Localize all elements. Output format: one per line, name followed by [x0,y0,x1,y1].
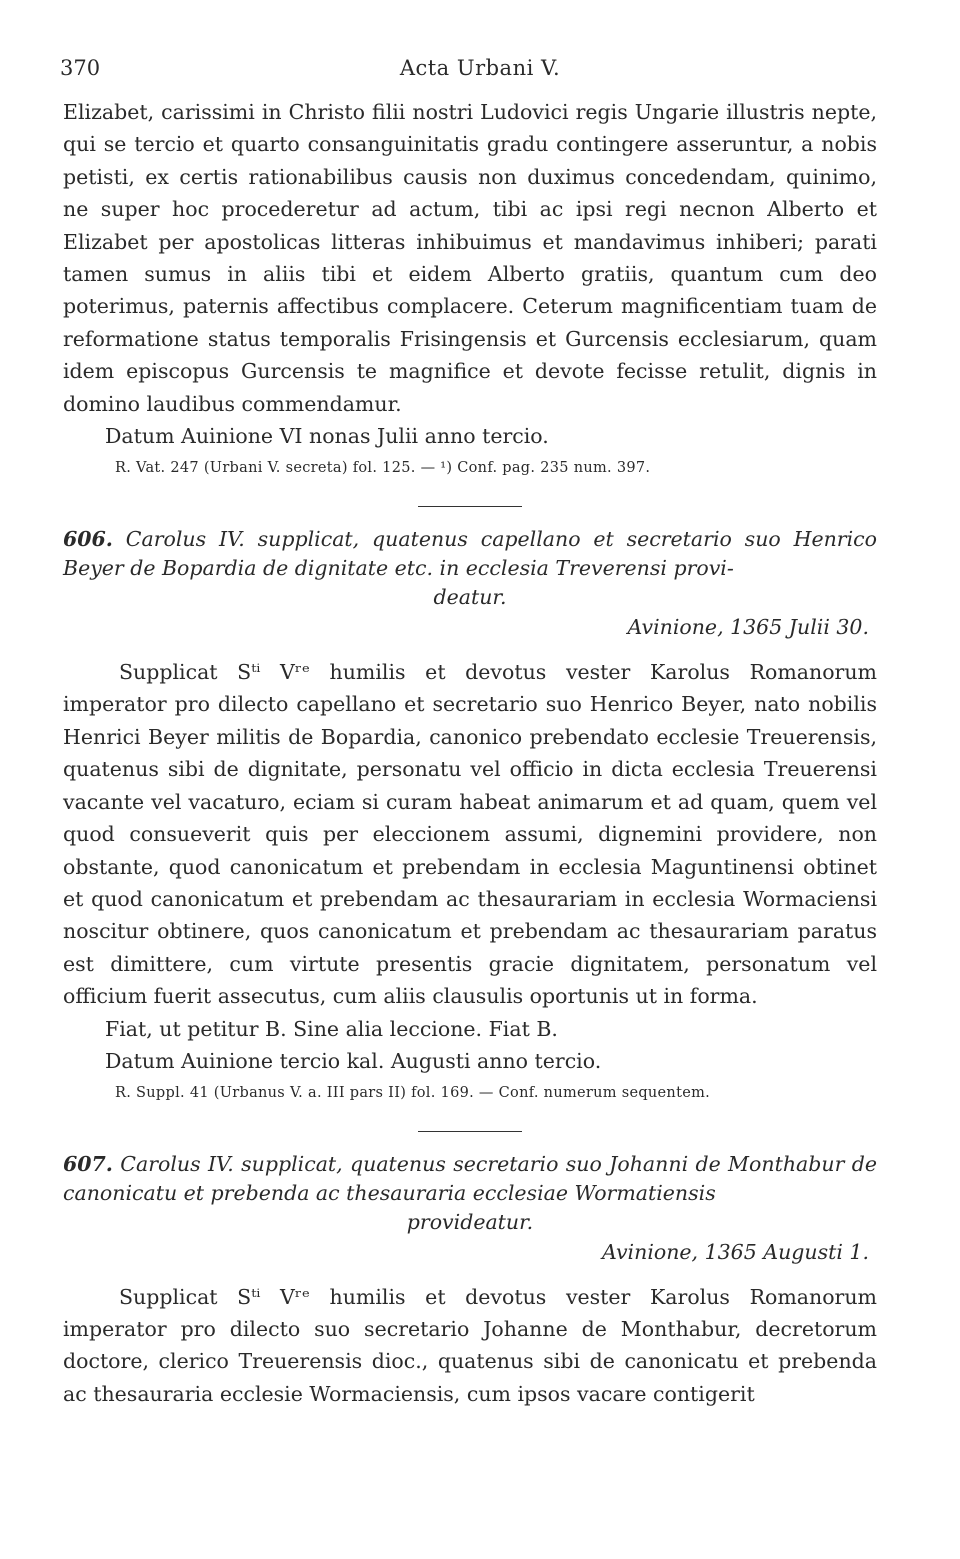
continuation-datum: Datum Auinione VI nonas Julii anno tercio. [105,424,549,449]
entry-heading-tail: deatur. [433,585,507,610]
entry-body: Supplicat Sᵗⁱ Vʳᵉ humilis et devotus vester Karolus Romanorum imperator pro dilecto capellano et secretario suo Henrico Beyer, nato nobilis Henrici Beyer militis de Bopardia, canonico prebendato ecclesie Treuerensis, quatenus sibi de dignitate, personatu vel officio in dicta ecclesia Treuerensi vacante vel vacaturo, eciam si curam habeat animarum et ad quam, quem vel quod consueverit quis per eleccionem assumi, dignemini providere, non obstante, quod canonicatum et prebendam in ecclesia Maguntinensi obtinet et quod canonicatum et prebendam ac thesaurariam in ecclesia Wormaciensi noscitur obtinere, quos canonicatum et prebendam ac thesaurariam paratus est dimittere, cum virtute presentis gracie dignitatem, personatum vel officium fuerit assecutus, cum aliis clausulis oportunis ut in forma. [63,660,877,1009]
entry-heading-text: Carolus IV. supplicat, quatenus secretario suo Johanni de Monthabur de canonicatu et prebenda ac thesauraria ecclesiae Wormatiensis [63,1151,877,1205]
entry-datum: Datum Auinione tercio kal. Augusti anno tercio. [105,1048,602,1073]
section-separator [418,506,522,507]
continuation-reference: R. Vat. 247 (Urbani V. secreta) fol. 125. — ¹) Conf. pag. 235 num. 397. [115,460,651,477]
section-separator [418,1131,522,1132]
entry-606 [63,525,877,1104]
continuation-paragraph: Elizabet, carissimi in Christo filii nostri Ludovici regis Ungarie illustris nepte, qui se tercio et quarto consanguinitatis gradu contingere asseruntur, a nobis petisti, ex certis rationabilibus causis non duximus concedendam, quinimo, ne super hoc procederetur ad actum, tibi ac ipsi regi necnon Alberto et Elizabet per apostolicas litteras inhibuimus et mandavimus inhiberi; parati tamen sumus in aliis tibi et eidem Alberto gratiis, quantum cum deo poterimus, paternis affectibus complacere. Ceterum magnificentiam tuam de reformatione status temporalis Frisingensis et Gurcensis ecclesiarum, quam idem episcopus Gurcensis te magnifice et devote fecisse retulit, dignis in domino laudibus commendamur. [63,100,877,416]
entry-heading [63,1150,877,1237]
entry-fiat: Fiat, ut petitur B. Sine alia leccione. Fiat B. [105,1016,558,1041]
entry-heading-text: Carolus IV. supplicat, quatenus capellano et secretario suo Henrico Beyer de Bopardia de dignitate etc. in ecclesia Treverensi provi- [63,527,877,581]
entry-place-date: Avinione, 1365 Augusti 1. [602,1239,869,1264]
entry-reference: R. Suppl. 41 (Urbanus V. a. III pars II) fol. 169. — Conf. numerum sequentem. [115,1084,711,1101]
entry-607 [63,1150,877,1411]
entry-number: 607. [63,1151,113,1176]
entry-body: Supplicat Sᵗⁱ Vʳᵉ humilis et devotus vester Karolus Romanorum imperator pro dilecto suo secretario Johanne de Monthabur, decretorum doctore, clerico Treuerensis dioc., quatenus sibi de canonicatu et prebenda ac thesauraria ecclesie Wormaciensis, cum ipsos vacare contigerit [63,1284,877,1406]
page-body [63,96,877,1410]
page-header [60,56,900,90]
running-title: Acta Urbani V. [399,56,561,80]
entry-heading-tail: provideatur. [406,1209,534,1234]
entry-heading [63,525,877,612]
entry-number: 606. [63,527,113,552]
page-number: 370 [60,56,101,80]
entry-place-date: Avinione, 1365 Julii 30. [627,615,869,640]
